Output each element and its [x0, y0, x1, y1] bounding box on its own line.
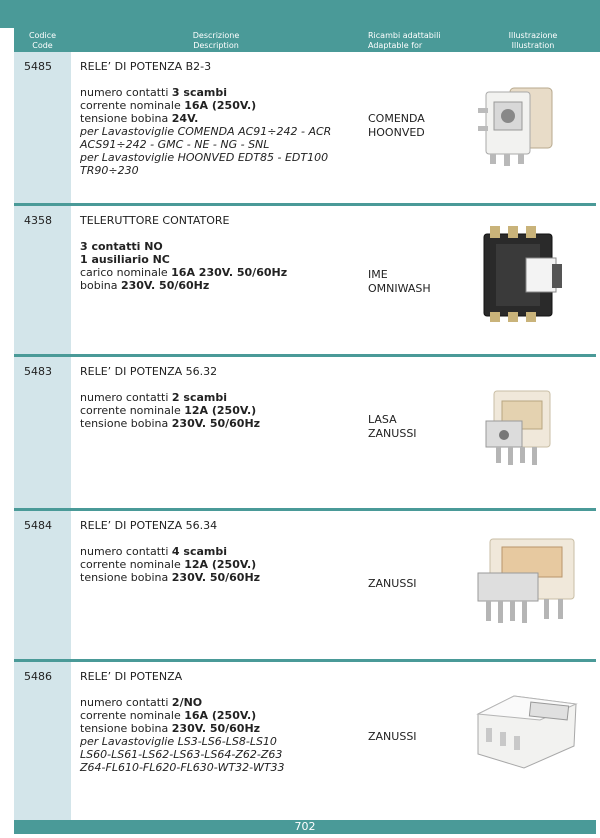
contactor-image	[464, 218, 574, 330]
relay-56-34-image	[464, 529, 584, 635]
table-row	[14, 357, 596, 508]
table-header	[14, 28, 600, 52]
table-row	[14, 662, 596, 820]
relay-2no-image	[464, 684, 584, 776]
adaptable-brands: ZANUSSI	[368, 730, 417, 743]
product-title: RELE’ DI POTENZA 56.32	[80, 365, 218, 378]
product-title: RELE’ DI POTENZA 56.34	[80, 519, 218, 532]
relay-56-32-image	[464, 381, 574, 475]
product-title: RELE’ DI POTENZA B2-3	[80, 60, 212, 73]
table-row	[14, 511, 596, 659]
table-row	[14, 206, 596, 354]
adaptable-brands: ZANUSSI	[368, 577, 417, 590]
product-description: RELE’ DI POTENZA B2-3 numero contatti 3 scambi corrente nominale 16A (250V.) tensione bobina 24V. per Lavastoviglie COMENDA AC91÷242 - ACR ACS91÷242 - GMC - NE - NG - SNL per Lavastoviglie HOONVED EDT85 - EDT100 TR90÷230	[80, 60, 370, 177]
adaptable-brands: LASA ZANUSSI	[368, 413, 417, 440]
product-description: RELE’ DI POTENZA numero contatti 2/NO corrente nominale 16A (250V.) tensione bobina 230V. 50/60Hz per Lavastoviglie LS3-LS6-LS8-LS10 LS60-LS61-LS62-LS63-LS64-Z62-Z63 Z64-FL610-FL620-FL630-WT32-WT33	[80, 670, 370, 774]
header-adaptable: Ricambi adattabili Adaptable for	[368, 31, 441, 50]
table-row	[14, 52, 596, 203]
header-code: Codice Code	[28, 31, 57, 50]
adaptable-brands: IME OMNIWASH	[368, 268, 431, 295]
relay-b2-3-image	[464, 78, 574, 174]
product-code: 4358	[24, 214, 52, 227]
product-code: 5483	[24, 365, 52, 378]
product-code: 5485	[24, 60, 52, 73]
product-title: TELERUTTORE CONTATORE	[80, 214, 230, 227]
product-description: RELE’ DI POTENZA 56.34 numero contatti 4 scambi corrente nominale 12A (250V.) tensione bobina 230V. 50/60Hz	[80, 519, 370, 584]
adaptable-brands: COMENDA HOONVED	[368, 112, 425, 139]
product-description: TELERUTTORE CONTATORE 3 contatti NO 1 ausiliario NC carico nominale 16A 230V. 50/60Hz bobina 230V. 50/60Hz	[80, 214, 370, 292]
product-title: RELE’ DI POTENZA	[80, 670, 183, 683]
top-bar	[0, 0, 600, 28]
header-illustration: Illustrazione Illustration	[508, 31, 558, 50]
product-description: RELE’ DI POTENZA 56.32 numero contatti 2 scambi corrente nominale 12A (250V.) tensione bobina 230V. 50/60Hz	[80, 365, 370, 430]
header-description: Descrizione Description	[192, 31, 240, 50]
product-code: 5484	[24, 519, 52, 532]
page-number: 702	[14, 820, 596, 834]
product-code: 5486	[24, 670, 52, 683]
